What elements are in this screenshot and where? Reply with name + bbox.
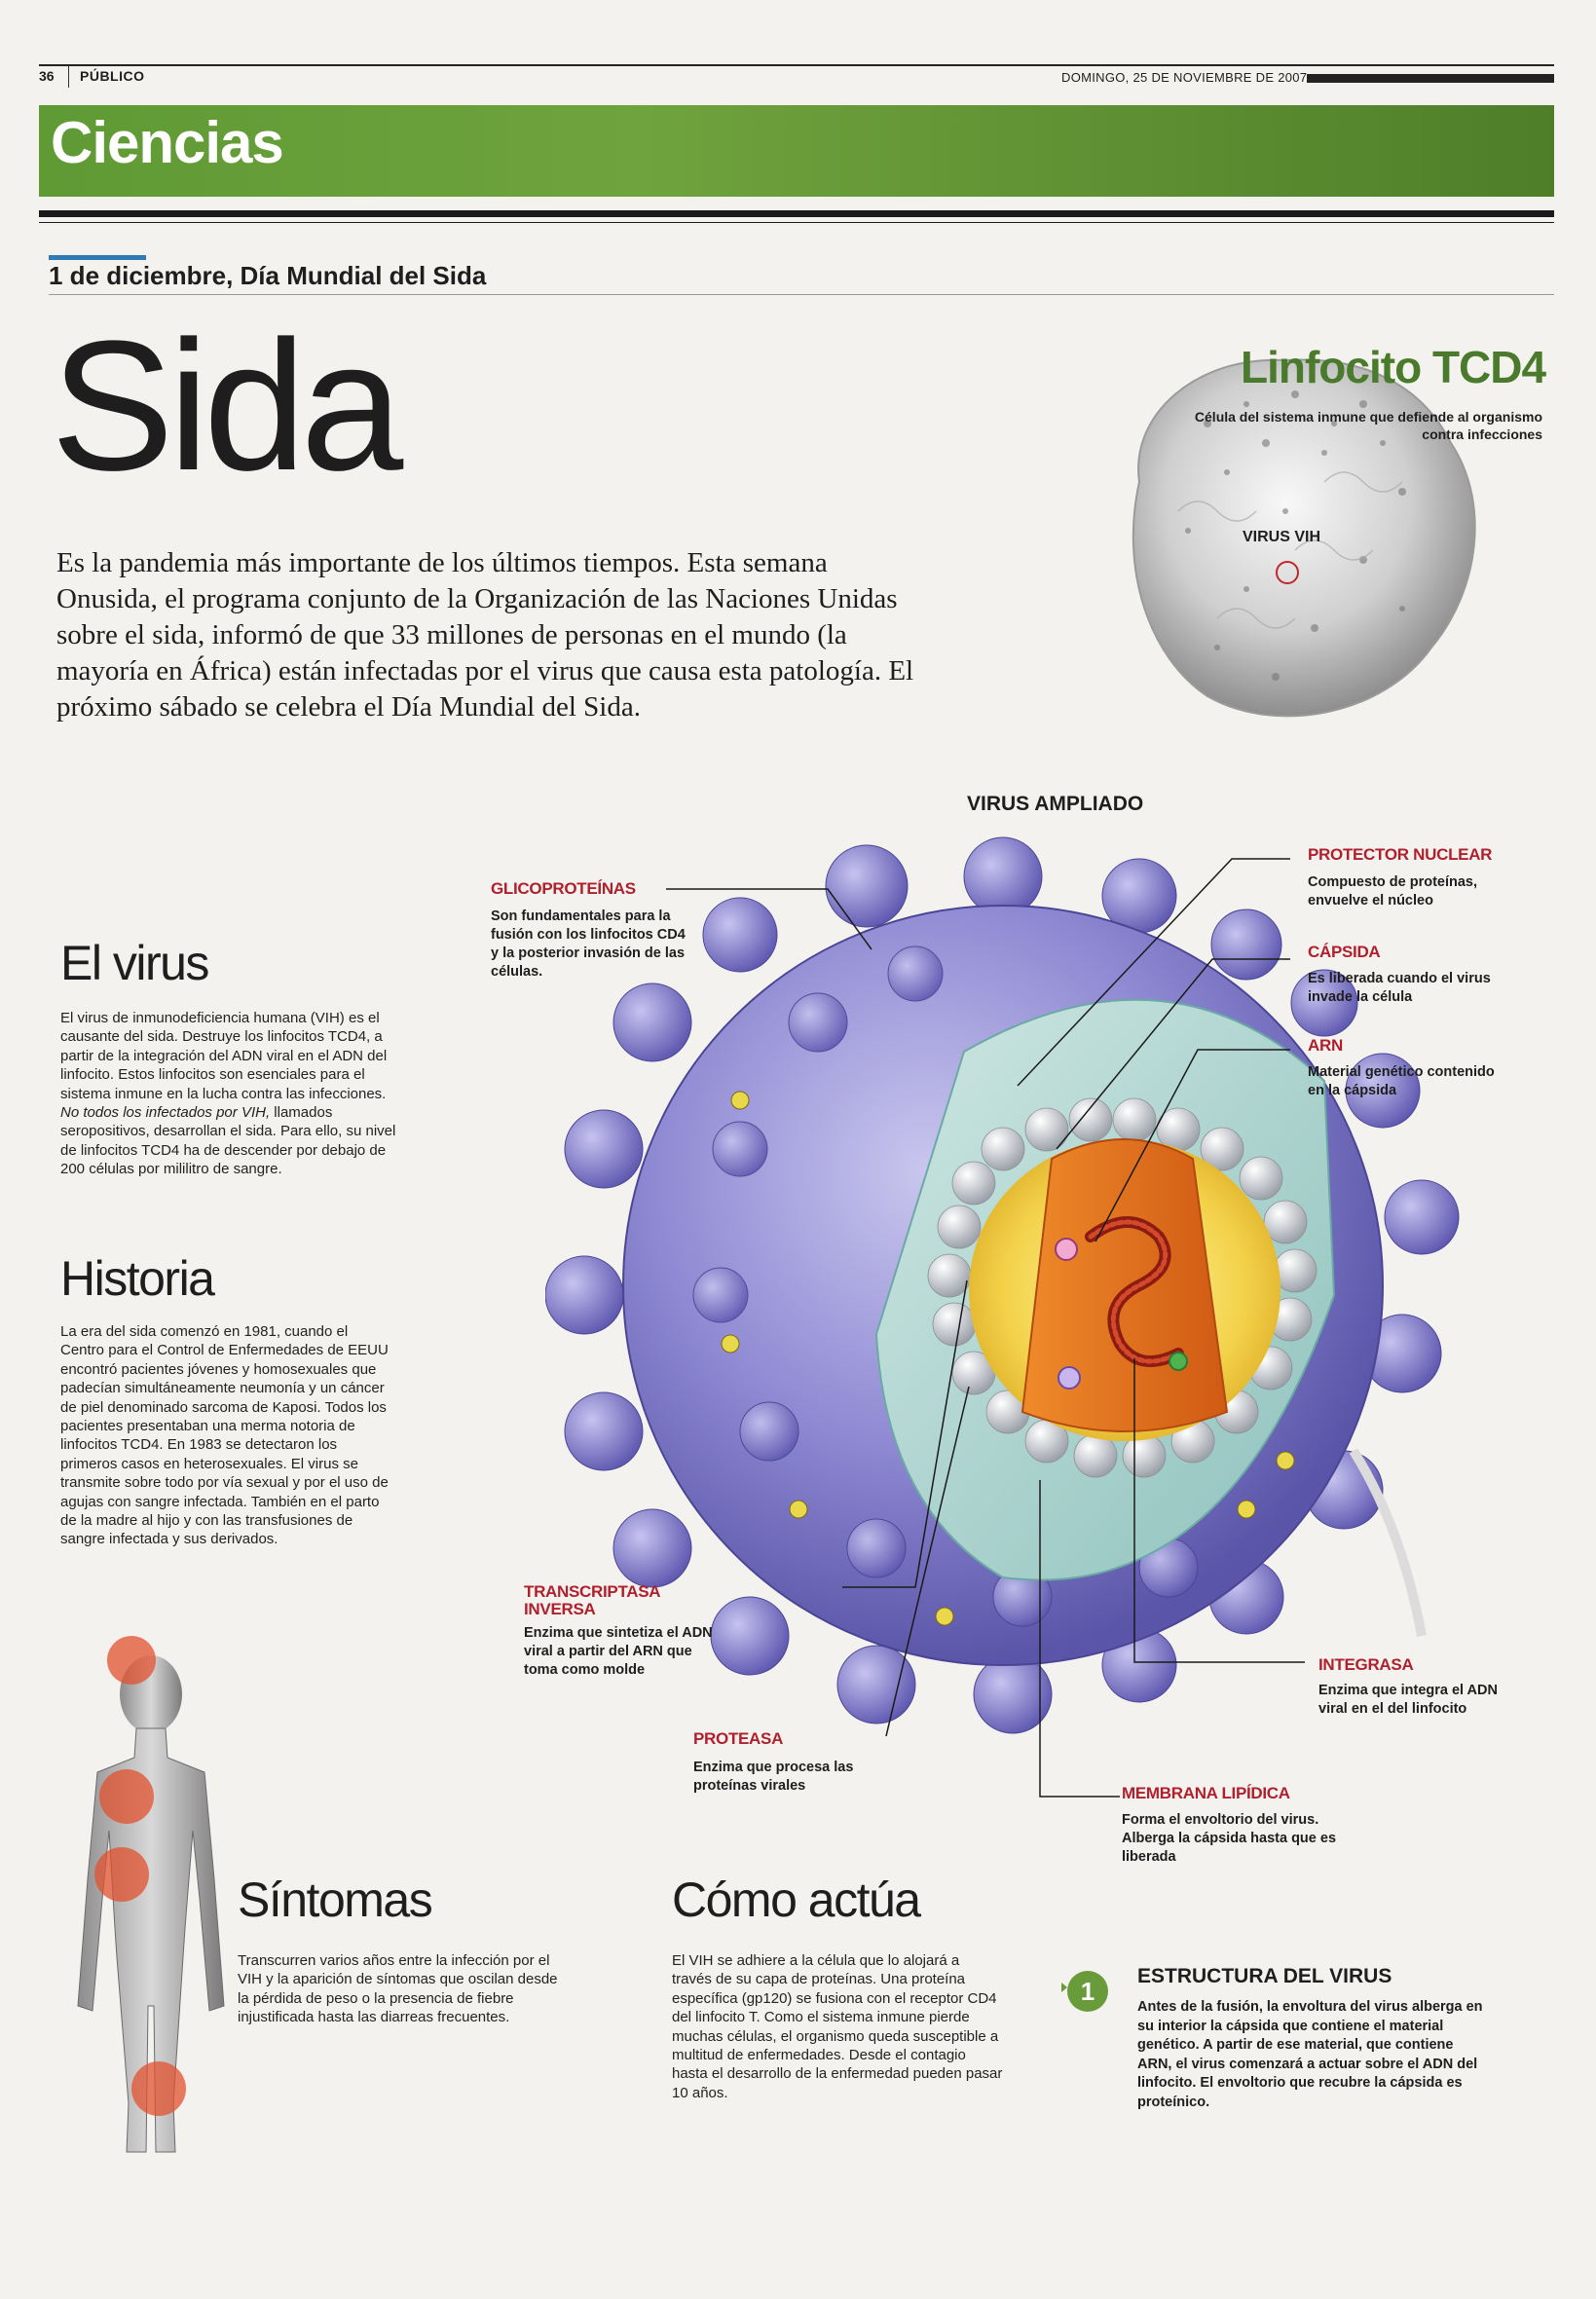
desc-transcriptasa: Enzima que sintetiza el ADN viral a partir del ARN que toma como molde	[524, 1625, 713, 1678]
kicker: 1 de diciembre, Día Mundial del Sida	[49, 261, 487, 290]
publication-name: PÚBLICO	[80, 68, 145, 84]
el-virus-text-2: llamados seropositivos, desarrollan el sida. Para ello, su nivel de linfocitos TCD4 ha de descender por debajo de 200 células por mililitro de sangre.	[60, 1104, 396, 1178]
virus-heading: VIRUS AMPLIADO	[967, 793, 1144, 815]
article-title: Sida	[51, 303, 398, 509]
el-virus-body	[60, 1009, 399, 1179]
desc-membrana: Forma el envoltorio del virus. Alberga la cápsida hasta que es liberada	[1122, 1812, 1337, 1865]
como-actua-heading: Cómo actúa	[672, 1873, 920, 1927]
date-bar	[1307, 74, 1554, 83]
section-rule-thin	[39, 222, 1554, 223]
desc-arn: Material genético contenido en la cápsida	[1308, 1064, 1495, 1098]
section-rule	[39, 210, 1554, 217]
page-number: 36	[39, 68, 55, 84]
como-actua-body: El VIH se adhiere a la célula que lo alojará a través de su capa de proteínas. Una proteína específica (gp120) se fusiona con el receptor CD4 del linfocito T. Como el sistema inmune pierde muchas células, el organismo queda susceptible a multitud de enfermedades. Desde el contagio hasta el desarrollo de la enfermedad pueden pasar 10 años.	[672, 1952, 1003, 2101]
historia-heading: Historia	[60, 1251, 214, 1306]
label-integrasa: INTEGRASA	[1318, 1655, 1414, 1674]
estructura-title: ESTRUCTURA DEL VIRUS	[1137, 1965, 1392, 1987]
lymphocyte-title: Linfocito TCD4	[1241, 342, 1546, 392]
sintomas-heading: Síntomas	[238, 1873, 432, 1927]
lymphocyte-subtitle: Célula del sistema inmune que defiende al organismo contra infecciones	[1194, 409, 1542, 442]
human-body-figure	[58, 1636, 243, 2162]
step-number-badge: 1	[1067, 1971, 1108, 2012]
label-protector: PROTECTOR NUCLEAR	[1308, 845, 1493, 864]
desc-glicoproteinas: Son fundamentales para la fusión con los linfocitos CD4 y la posterior invasión de las células.	[491, 908, 686, 980]
sintomas-body: Transcurren varios años entre la infección por el VIH y la aparición de síntomas que oscilan desde la pérdida de peso o la presencia de fiebre injustificada hasta las diarreas frecuentes.	[238, 1952, 558, 2026]
section-title: Ciencias	[51, 110, 283, 175]
label-arn: ARN	[1308, 1036, 1343, 1055]
label-membrana: MEMBRANA LIPÍDICA	[1122, 1784, 1290, 1802]
el-virus-heading: El virus	[60, 936, 208, 990]
article-intro: Es la pandemia más importante de los últimos tiempos. Esta semana Onusida, el programa conjunto de la Organización de las Naciones Unidas sobre el sida, informó de que 33 millones de personas en el mundo (la mayoría en África) están infectadas por el virus que causa esta patología. El próximo sábado se celebra el Día Mundial del Sida.	[56, 547, 914, 723]
label-glicoproteinas: GLICOPROTEÍNAS	[491, 879, 636, 898]
historia-body: La era del sida comenzó en 1981, cuando el Centro para el Control de Enfermedades de EEUU encontró pacientes jóvenes y homosexuales que padecían simultáneamente neumonía y un cáncer de piel denominado sarcoma de Kaposi. Todos los pacientes presentaban una merma notoria de linfocitos TCD4. En 1983 se detectaron los primeros casos en heterosexuales. El virus se transmite sobre todo por vía sexual y por el uso de agujas con sangre infectada. También en el parto de la madre al hijo y con las transfusiones de sangre infectada y sus derivados.	[60, 1323, 389, 1548]
label-proteasa: PROTEASA	[693, 1729, 784, 1748]
label-capsida: CÁPSIDA	[1308, 943, 1381, 961]
label-transcriptasa: TRANSCRIPTASA INVERSA	[524, 1582, 660, 1618]
desc-integrasa: Enzima que integra el ADN viral en el del linfocito	[1318, 1683, 1498, 1717]
el-virus-italic: No todos los infectados por VIH,	[60, 1104, 271, 1122]
vih-label: VIRUS VIH	[1243, 529, 1321, 545]
kicker-accent	[49, 255, 146, 260]
kicker-rule	[49, 294, 1554, 295]
desc-capsida: Es liberada cuando el virus invade la célula	[1308, 971, 1491, 1005]
el-virus-text-1: El virus de inmunodeficiencia humana (VIH) es el causante del sida. Destruye los linfocitos TCD4, a partir de la integración del ADN viral en el ADN del linfocito. Estos linfocitos son esenciales para el sistema inmune en la lucha contra las infecciones.	[60, 1010, 388, 1102]
header-separator	[68, 66, 69, 88]
header-rule	[39, 64, 1554, 66]
desc-protector: Compuesto de proteínas, envuelve el núcleo	[1308, 874, 1478, 908]
desc-proteasa: Enzima que procesa las proteínas virales	[693, 1760, 854, 1794]
issue-date: DOMINGO, 25 DE NOVIEMBRE DE 2007	[1061, 70, 1308, 85]
estructura-body: Antes de la fusión, la envoltura del virus alberga en su interior la cápsida que contiene el material genético. A partir de ese material, que contiene ARN, el virus comenzará a actuar sobre el ADN del linfocito. El envoltorio que recubre la cápsida es proteínico.	[1137, 1999, 1483, 2110]
